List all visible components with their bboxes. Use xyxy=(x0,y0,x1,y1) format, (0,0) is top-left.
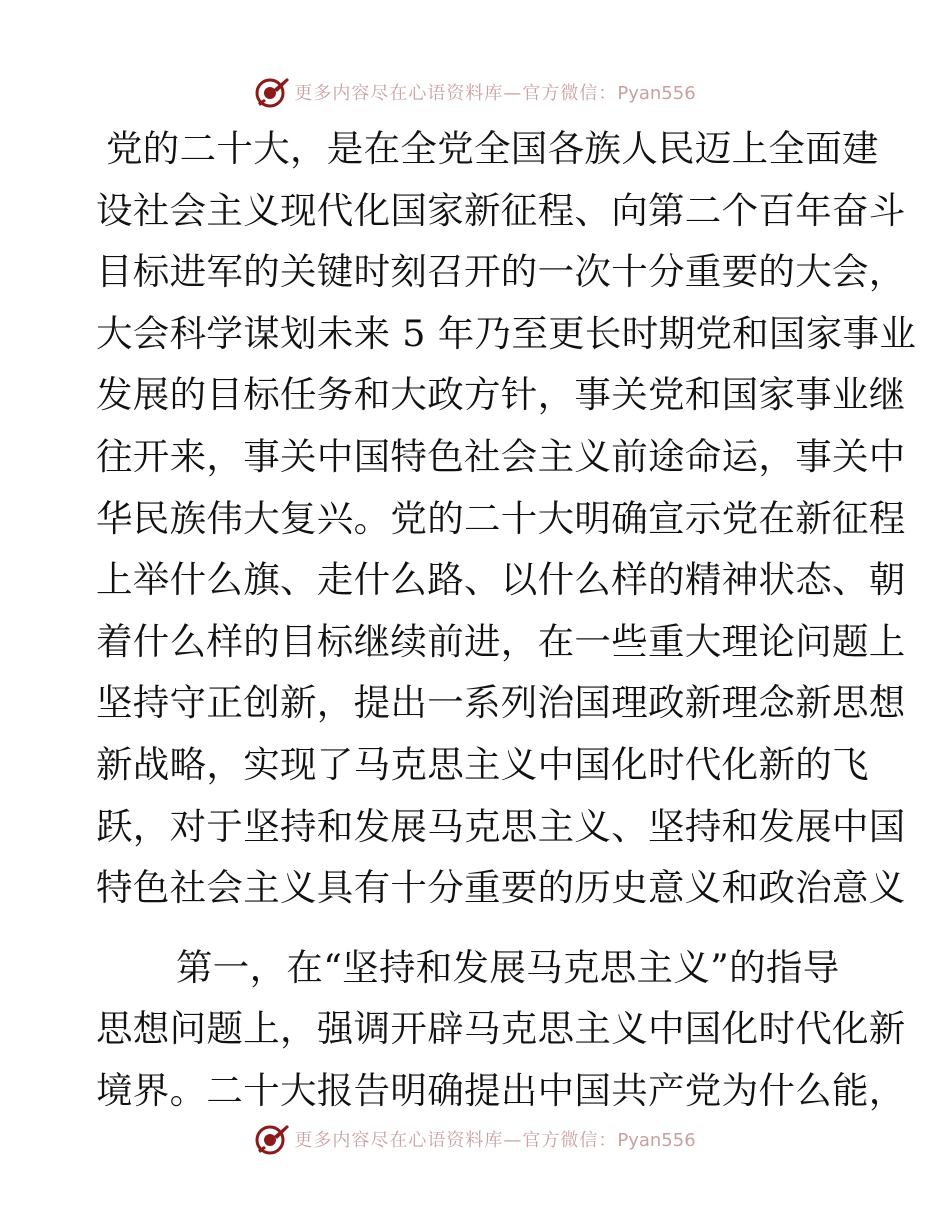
text-line: 党的二十大，是在全党全国各族人民迈上全面建 xyxy=(106,127,879,170)
footer-banner xyxy=(0,1117,950,1161)
text-line: 境界。二十大报告明确提出中国共产党为什么能， xyxy=(96,1068,906,1112)
seal-logo-icon xyxy=(254,75,290,109)
text-line: 发展的目标任务和大政方针，事关党和国家事业继 xyxy=(96,373,906,417)
text-line: 思想问题上，强调开辟马克思主义中国化时代化新 xyxy=(96,1007,906,1051)
text-line: 特色社会主义具有十分重要的历史意义和政治意义 xyxy=(96,866,906,910)
paragraph-2 xyxy=(96,937,906,1122)
text-line: 大会科学谋划未来 5 年乃至更长时期党和国家事业 xyxy=(96,311,917,355)
text-line: 设社会主义现代化国家新征程、向第二个百年奋斗 xyxy=(96,188,906,232)
paragraph-1 xyxy=(96,118,917,919)
banner-text: 更多内容尽在心语资料库—官方微信：Pyan556 xyxy=(294,1130,696,1151)
header-banner xyxy=(0,70,950,114)
banner-text: 更多内容尽在心语资料库—官方微信：Pyan556 xyxy=(294,83,696,104)
text-line: 跃，对于坚持和发展马克思主义、坚持和发展中国 xyxy=(96,804,906,848)
paragraph-gap xyxy=(96,919,856,937)
text-line: 目标进军的关键时刻召开的一次十分重要的大会， xyxy=(96,250,906,294)
text-line: 着什么样的目标继续前进，在一些重大理论问题上 xyxy=(96,619,906,663)
text-line: 新战略，实现了马克思主义中国化时代化新的飞 xyxy=(96,742,869,786)
seal-logo-icon xyxy=(254,1122,290,1156)
text-line: 华民族伟大复兴。党的二十大明确宣示党在新征程 xyxy=(96,496,906,540)
text-line: 上举什么旗、走什么路、以什么样的精神状态、朝 xyxy=(96,558,906,602)
text-line: 往开来，事关中国特色社会主义前途命运，事关中 xyxy=(96,434,906,478)
document-body xyxy=(96,118,917,1122)
text-line: 坚持守正创新，提出一系列治国理政新理念新思想 xyxy=(96,681,906,725)
text-line: 第一，在“坚持和发展马克思主义”的指导 xyxy=(176,945,840,989)
